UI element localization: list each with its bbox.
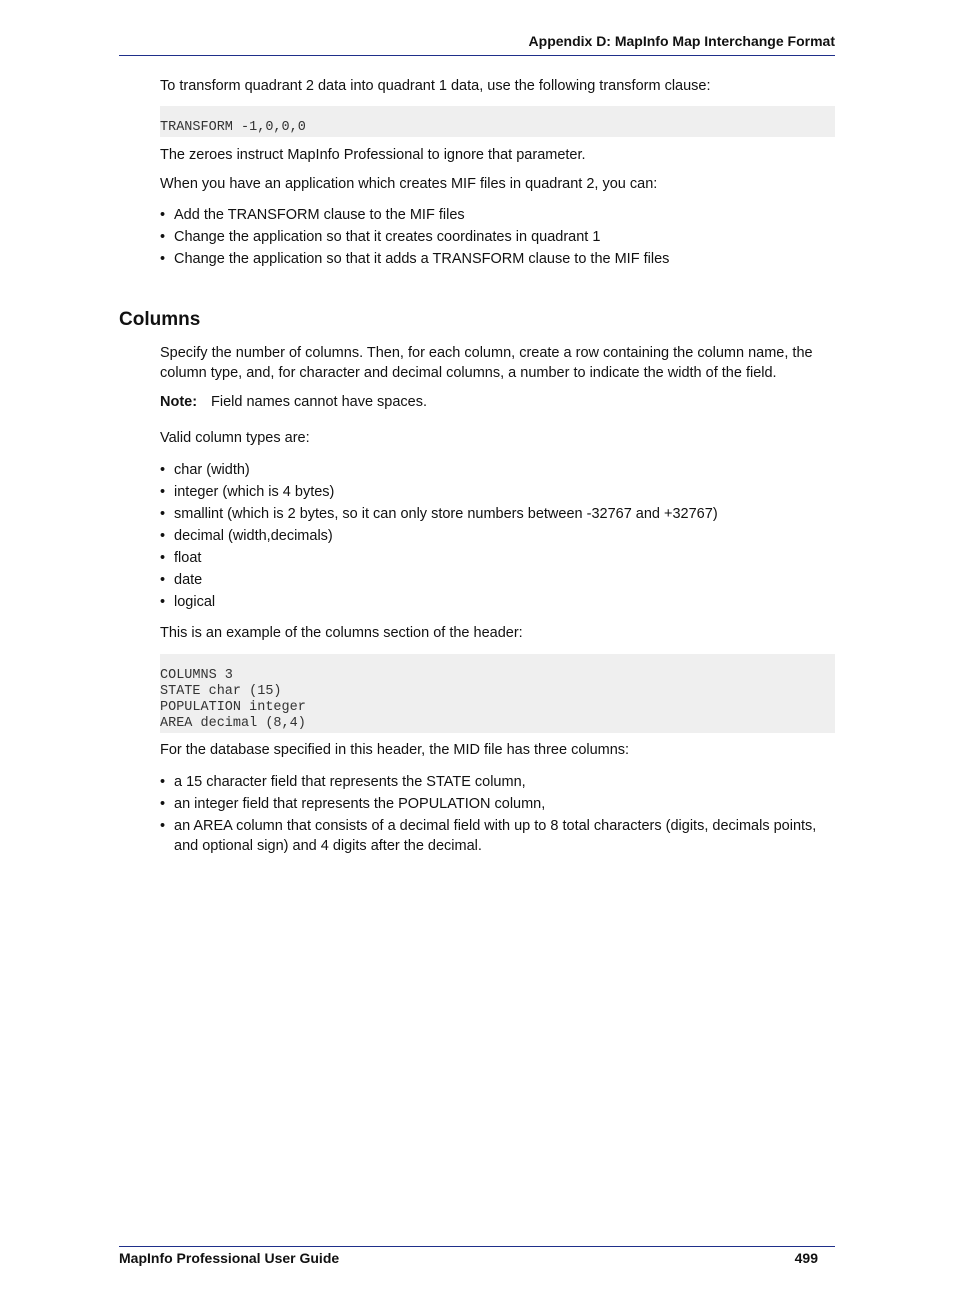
intro-paragraph: To transform quadrant 2 data into quadrant 1 data, use the following transform clause: xyxy=(160,78,711,94)
page-number: 499 xyxy=(794,1250,818,1266)
columns-code-block: COLUMNS 3 STATE char (15) POPULATION integer AREA decimal (8,4) xyxy=(160,654,835,733)
list-item: • logical xyxy=(160,594,216,610)
zeroes-paragraph: The zeroes instruct MapInfo Professional to ignore that parameter. xyxy=(160,147,586,163)
list-item: • integer (which is 4 bytes) xyxy=(160,484,335,500)
list-item: • Change the application so that it adds a TRANSFORM clause to the MIF files xyxy=(160,251,670,267)
column-types-list xyxy=(160,460,835,612)
note xyxy=(160,392,835,412)
list-item: • char (width) xyxy=(160,462,250,478)
quadrant-options-list xyxy=(160,205,835,269)
page-content xyxy=(119,76,835,856)
section-heading-columns: Columns xyxy=(119,309,201,330)
list-item: • Change the application so that it creates coordinates in quadrant 1 xyxy=(160,229,601,245)
list-item: • float xyxy=(160,550,202,566)
mid-columns-list xyxy=(160,772,835,856)
list-item: • an integer field that represents the POPULATION column, xyxy=(160,796,546,812)
quadrant-paragraph: When you have an application which creates MIF files in quadrant 2, you can: xyxy=(160,176,658,192)
note-label: Note: xyxy=(160,394,198,410)
list-item: • date xyxy=(160,572,203,588)
list-item: • smallint (which is 2 bytes, so it can only store numbers between -32767 and +32767) xyxy=(160,506,718,522)
list-item: • decimal (width,decimals) xyxy=(160,528,333,544)
columns-paragraph: Specify the number of columns. Then, for each column, create a row containing the column name, the column type, and, for character and decimal columns, a number to indicate the width of the field. xyxy=(160,345,813,381)
list-item: • an AREA column that consists of a decimal field with up to 8 total characters (digits, decimals points, and optional sign) and 4 digits after the decimal. xyxy=(160,818,817,854)
page-footer xyxy=(119,1246,835,1270)
transform-code-block: TRANSFORM -1,0,0,0 xyxy=(160,106,835,137)
note-text: Field names cannot have spaces. xyxy=(211,394,428,410)
footer-title: MapInfo Professional User Guide xyxy=(119,1250,340,1266)
example-intro: This is an example of the columns section of the header: xyxy=(160,625,523,641)
list-item: • a 15 character field that represents the STATE column, xyxy=(160,774,526,790)
list-item: • Add the TRANSFORM clause to the MIF files xyxy=(160,207,465,223)
page-header xyxy=(119,33,835,56)
column-types-intro: Valid column types are: xyxy=(160,430,310,446)
header-title: Appendix D: MapInfo Map Interchange Format xyxy=(528,33,835,49)
mid-file-paragraph: For the database specified in this header, the MID file has three columns: xyxy=(160,742,630,758)
